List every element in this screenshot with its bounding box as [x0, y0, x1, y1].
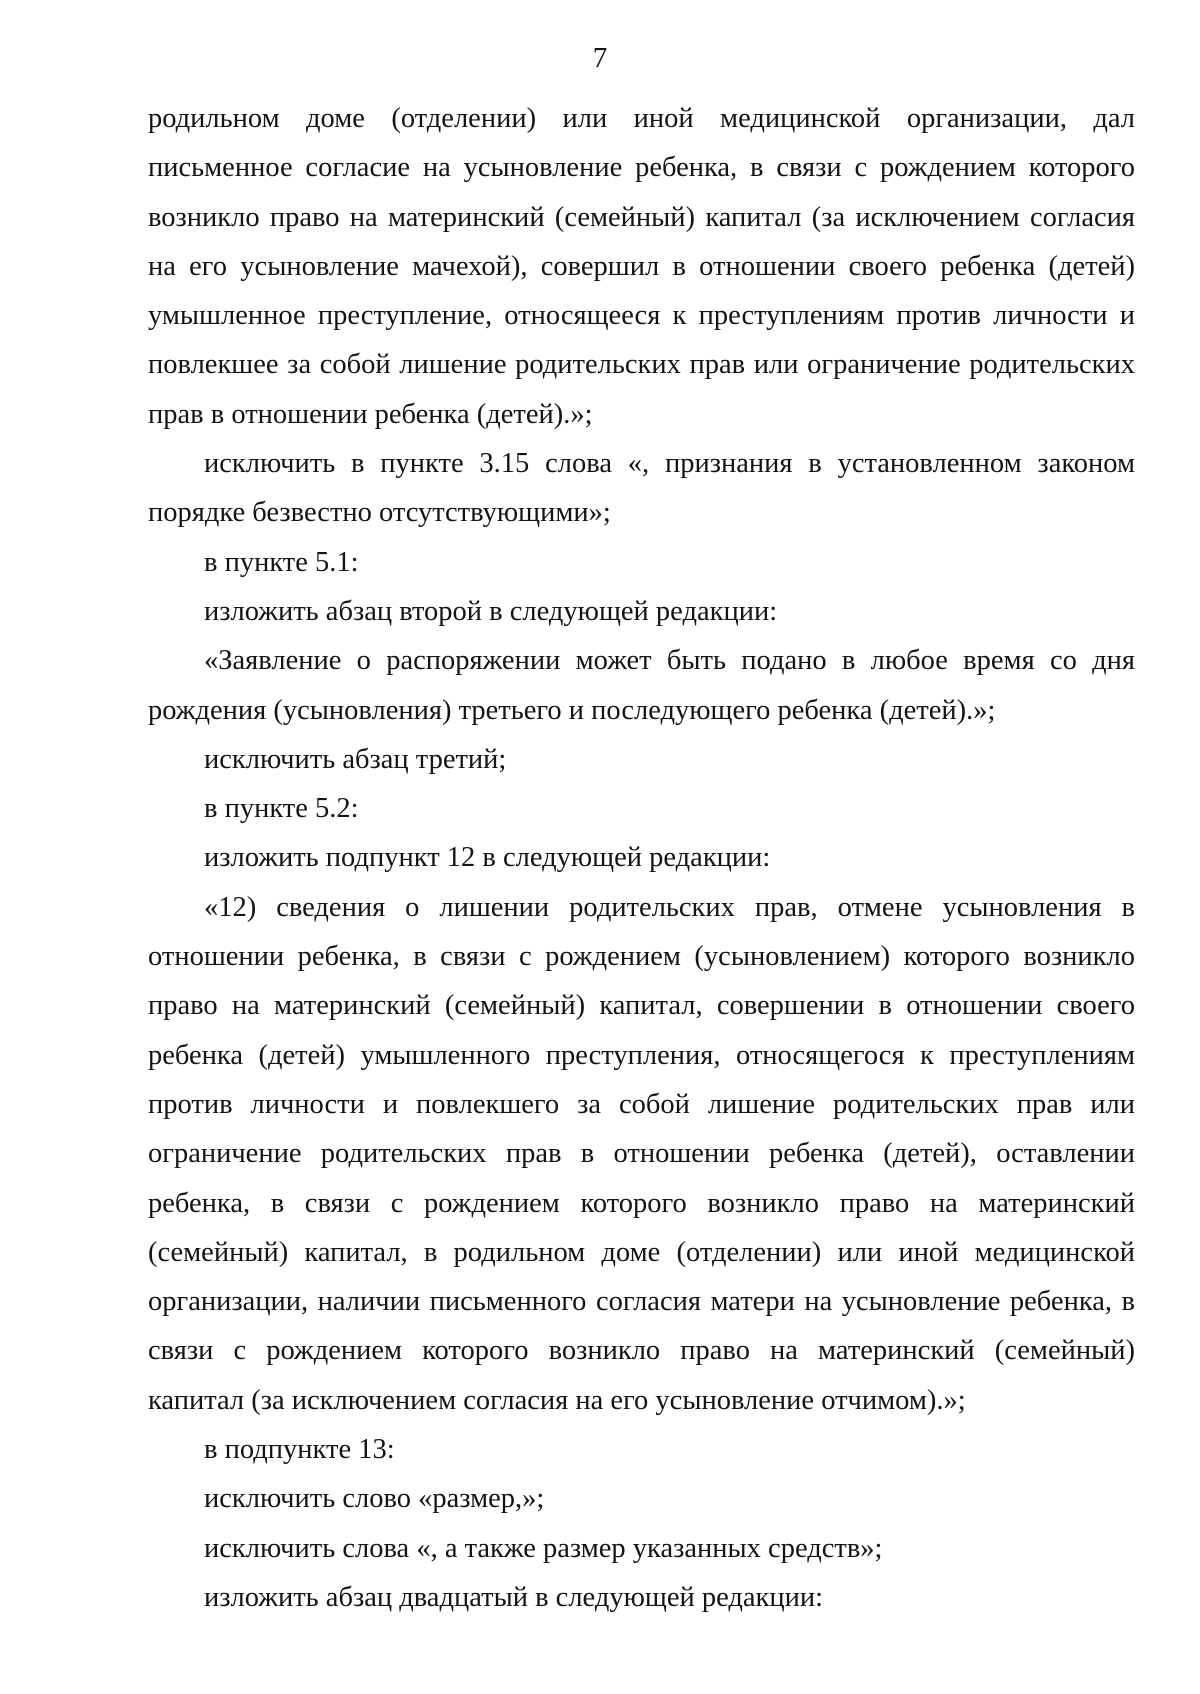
- text-line: ограничение родительских прав в отношении ребенка (детей), оставлении: [148, 1138, 1135, 1170]
- text-line: организации, наличии письменного согласия матери на усыновление ребенка, в: [148, 1286, 1135, 1318]
- text-line: изложить абзац двадцатый в следующей редакции:: [204, 1581, 824, 1613]
- text-line: порядке безвестно отсутствующими»;: [148, 497, 611, 529]
- text-line: в пункте 5.2:: [204, 793, 359, 825]
- text-line: умышленное преступление, относящееся к преступлениям против личности и: [148, 300, 1135, 332]
- text-line: письменное согласие на усыновление ребенка, в связи с рождением которого: [148, 152, 1135, 184]
- text-line: исключить в пункте 3.15 слова «, признания в установленном законом: [204, 448, 1135, 480]
- document-body: [148, 94, 1135, 1622]
- text-line: право на материнский (семейный) капитал, совершении в отношении своего: [148, 990, 1135, 1022]
- text-line: прав в отношении ребенка (детей).»;: [148, 398, 593, 430]
- text-line: в пункте 5.1:: [204, 546, 359, 578]
- text-line: ребенка, в связи с рождением которого возникло право на материнский: [148, 1187, 1135, 1219]
- text-line: на его усыновление мачехой), совершил в отношении своего ребенка (детей): [148, 250, 1135, 282]
- text-line: капитал (за исключением согласия на его усыновление отчимом).»;: [148, 1384, 966, 1416]
- text-line: изложить абзац второй в следующей редакции:: [204, 595, 778, 627]
- text-line: родильном доме (отделении) или иной медицинской организации, дал: [148, 103, 1135, 134]
- text-line: исключить абзац третий;: [204, 743, 507, 775]
- text-line: повлекшее за собой лишение родительских прав или ограничение родительских: [148, 349, 1135, 381]
- page-number: 7: [592, 42, 608, 74]
- text-line: изложить подпункт 12 в следующей редакции:: [204, 842, 771, 874]
- text-line: исключить слова «, а также размер указанных средств»;: [204, 1532, 883, 1564]
- text-line: (семейный) капитал, в родильном доме (отделении) или иной медицинской: [148, 1236, 1135, 1268]
- text-line: отношении ребенка, в связи с рождением (усыновлением) которого возникло: [148, 941, 1135, 973]
- text-line: против личности и повлекшего за собой лишение родительских прав или: [148, 1088, 1135, 1120]
- text-line: «Заявление о распоряжении может быть подано в любое время со дня: [204, 645, 1135, 677]
- text-line: в подпункте 13:: [204, 1434, 395, 1466]
- text-line: рождения (усыновления) третьего и последующего ребенка (детей).»;: [148, 694, 996, 726]
- text-line: возникло право на материнский (семейный) капитал (за исключением согласия: [148, 201, 1135, 233]
- text-line: ребенка (детей) умышленного преступления, относящегося к преступлениям: [148, 1039, 1135, 1071]
- text-line: «12) сведения о лишении родительских прав, отмене усыновления в: [204, 891, 1135, 923]
- text-line: связи с рождением которого возникло право на материнский (семейный): [148, 1335, 1135, 1367]
- text-line: исключить слово «размер,»;: [204, 1483, 545, 1515]
